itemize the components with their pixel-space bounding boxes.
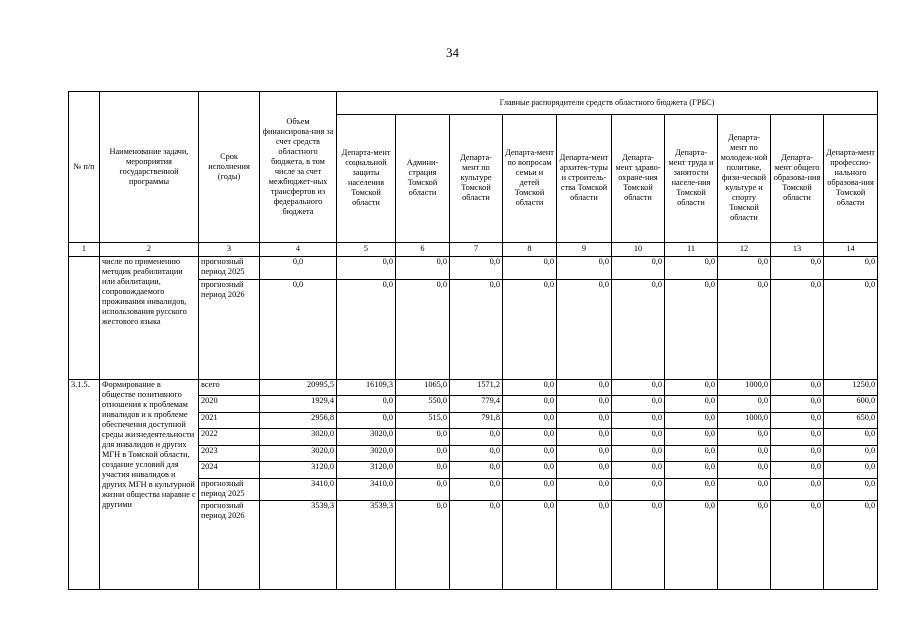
value-cell: 0,0 bbox=[665, 379, 718, 395]
financing-table bbox=[68, 91, 878, 590]
term-cell: прогнозный период 2025 bbox=[199, 256, 260, 279]
value-cell: 0,0 bbox=[450, 256, 503, 279]
header-grbs-4: Департа-мент по вопросам семьи и детей Томской области bbox=[503, 114, 557, 242]
value-cell: 0,0 bbox=[396, 462, 450, 478]
value-cell: 0,0 bbox=[396, 256, 450, 279]
value-cell: 650,0 bbox=[824, 412, 878, 428]
header-grbs-8: Департа-мент по молодеж-ной политике, физи-ческой культуре и спорту Томской области bbox=[718, 114, 771, 242]
value-cell: 0,0 bbox=[450, 429, 503, 445]
task-number bbox=[69, 256, 100, 379]
value-cell: 0,0 bbox=[503, 478, 557, 501]
table-row bbox=[69, 256, 878, 279]
value-cell: 0,0 bbox=[396, 445, 450, 461]
value-cell: 0,0 bbox=[260, 256, 337, 279]
column-number: 9 bbox=[557, 242, 612, 256]
column-number: 5 bbox=[337, 242, 396, 256]
value-cell: 0,0 bbox=[450, 501, 503, 590]
value-cell: 0,0 bbox=[771, 462, 824, 478]
value-cell: 0,0 bbox=[771, 478, 824, 501]
header-name: Наименование задачи, мероприятия государственной программы bbox=[100, 92, 199, 243]
page-number: 34 bbox=[446, 45, 459, 60]
column-number: 7 bbox=[450, 242, 503, 256]
value-cell: 3120,0 bbox=[260, 462, 337, 478]
value-cell: 0,0 bbox=[612, 445, 665, 461]
value-cell: 0,0 bbox=[824, 429, 878, 445]
term-cell: прогнозный период 2026 bbox=[199, 501, 260, 590]
table-row bbox=[69, 379, 878, 395]
value-cell: 0,0 bbox=[503, 279, 557, 379]
value-cell: 0,0 bbox=[665, 279, 718, 379]
value-cell: 3410,0 bbox=[260, 478, 337, 501]
value-cell: 779,4 bbox=[450, 396, 503, 412]
value-cell: 0,0 bbox=[771, 429, 824, 445]
column-number: 4 bbox=[260, 242, 337, 256]
value-cell: 0,0 bbox=[260, 279, 337, 379]
value-cell: 16109,3 bbox=[337, 379, 396, 395]
term-cell: 2024 bbox=[199, 462, 260, 478]
value-cell: 791,8 bbox=[450, 412, 503, 428]
value-cell: 0,0 bbox=[665, 445, 718, 461]
value-cell: 0,0 bbox=[337, 412, 396, 428]
value-cell: 0,0 bbox=[396, 279, 450, 379]
value-cell: 3020,0 bbox=[260, 429, 337, 445]
value-cell: 0,0 bbox=[824, 478, 878, 501]
value-cell: 0,0 bbox=[612, 501, 665, 590]
value-cell: 0,0 bbox=[718, 279, 771, 379]
value-cell: 0,0 bbox=[612, 462, 665, 478]
value-cell: 0,0 bbox=[718, 445, 771, 461]
value-cell: 0,0 bbox=[557, 279, 612, 379]
value-cell: 0,0 bbox=[665, 429, 718, 445]
header-grbs-10: Департа-мент профессио-нального образова-ния Томской области bbox=[824, 114, 878, 242]
value-cell: 0,0 bbox=[665, 501, 718, 590]
value-cell: 0,0 bbox=[503, 379, 557, 395]
term-cell: 2020 bbox=[199, 396, 260, 412]
value-cell: 1000,0 bbox=[718, 379, 771, 395]
task-number: 3.1.5. bbox=[69, 379, 100, 589]
value-cell: 3539,3 bbox=[337, 501, 396, 590]
value-cell: 0,0 bbox=[337, 396, 396, 412]
value-cell: 0,0 bbox=[503, 256, 557, 279]
value-cell: 0,0 bbox=[503, 501, 557, 590]
value-cell: 0,0 bbox=[557, 429, 612, 445]
value-cell: 0,0 bbox=[612, 396, 665, 412]
value-cell: 0,0 bbox=[771, 256, 824, 279]
value-cell: 3120,0 bbox=[337, 462, 396, 478]
value-cell: 0,0 bbox=[718, 478, 771, 501]
value-cell: 0,0 bbox=[612, 379, 665, 395]
column-number: 6 bbox=[396, 242, 450, 256]
header-no: № п/п bbox=[69, 92, 100, 243]
value-cell: 0,0 bbox=[665, 412, 718, 428]
value-cell: 600,0 bbox=[824, 396, 878, 412]
value-cell: 0,0 bbox=[612, 256, 665, 279]
value-cell: 20995,5 bbox=[260, 379, 337, 395]
column-number: 8 bbox=[503, 242, 557, 256]
value-cell: 0,0 bbox=[612, 478, 665, 501]
value-cell: 0,0 bbox=[665, 256, 718, 279]
value-cell: 0,0 bbox=[665, 396, 718, 412]
value-cell: 0,0 bbox=[503, 445, 557, 461]
value-cell: 0,0 bbox=[557, 256, 612, 279]
value-cell: 0,0 bbox=[718, 501, 771, 590]
value-cell: 550,0 bbox=[396, 396, 450, 412]
header-grbs-3: Департа-мент по культуре Томской области bbox=[450, 114, 503, 242]
header-grbs-5: Департа-мент архитек-туры и строитель-ства Томской области bbox=[557, 114, 612, 242]
task-name: Формирование в обществе позитивного отношения к проблемам инвалидов и к проблеме обеспечения доступной среды жизнедеятельности для инвалидов и других МГН в Томской области, создание условий для участия инвалидов и других МГН в культурной жизни общества наравне с другими bbox=[100, 379, 199, 589]
value-cell: 0,0 bbox=[557, 445, 612, 461]
value-cell: 0,0 bbox=[718, 462, 771, 478]
value-cell: 0,0 bbox=[503, 396, 557, 412]
value-cell: 0,0 bbox=[557, 396, 612, 412]
value-cell: 3539,3 bbox=[260, 501, 337, 590]
value-cell: 0,0 bbox=[824, 501, 878, 590]
value-cell: 0,0 bbox=[612, 429, 665, 445]
value-cell: 0,0 bbox=[612, 279, 665, 379]
value-cell: 0,0 bbox=[771, 412, 824, 428]
value-cell: 515,0 bbox=[396, 412, 450, 428]
value-cell: 3410,0 bbox=[337, 478, 396, 501]
header-grbs-7: Департа-мент труда и занятости населе-ния Томской области bbox=[665, 114, 718, 242]
value-cell: 0,0 bbox=[557, 478, 612, 501]
value-cell: 0,0 bbox=[612, 412, 665, 428]
value-cell: 0,0 bbox=[665, 478, 718, 501]
value-cell: 0,0 bbox=[718, 429, 771, 445]
value-cell: 0,0 bbox=[718, 256, 771, 279]
value-cell: 0,0 bbox=[665, 462, 718, 478]
value-cell: 0,0 bbox=[771, 279, 824, 379]
header-volume: Объем финансирова-ния за счет средств областного бюджета, в том числе за счет межбюджет-ных трансфертов из федерального бюджета bbox=[260, 92, 337, 243]
column-number: 11 bbox=[665, 242, 718, 256]
value-cell: 0,0 bbox=[503, 429, 557, 445]
value-cell: 0,0 bbox=[771, 396, 824, 412]
value-cell: 1250,0 bbox=[824, 379, 878, 395]
value-cell: 0,0 bbox=[771, 445, 824, 461]
value-cell: 0,0 bbox=[450, 279, 503, 379]
column-number: 14 bbox=[824, 242, 878, 256]
value-cell: 3020,0 bbox=[260, 445, 337, 461]
value-cell: 3020,0 bbox=[337, 445, 396, 461]
value-cell: 0,0 bbox=[396, 478, 450, 501]
value-cell: 2956,8 bbox=[260, 412, 337, 428]
value-cell: 1000,0 bbox=[718, 412, 771, 428]
value-cell: 0,0 bbox=[557, 501, 612, 590]
header-grbs-2: Админи-страция Томской области bbox=[396, 114, 450, 242]
value-cell: 0,0 bbox=[337, 256, 396, 279]
value-cell: 0,0 bbox=[396, 429, 450, 445]
value-cell: 0,0 bbox=[450, 445, 503, 461]
value-cell: 1065,0 bbox=[396, 379, 450, 395]
column-number: 2 bbox=[100, 242, 199, 256]
term-cell: 2022 bbox=[199, 429, 260, 445]
value-cell: 0,0 bbox=[824, 462, 878, 478]
term-cell: всего bbox=[199, 379, 260, 395]
value-cell: 0,0 bbox=[771, 501, 824, 590]
header-grbs-6: Департа-мент здраво-охране-ния Томской области bbox=[612, 114, 665, 242]
column-number: 10 bbox=[612, 242, 665, 256]
value-cell: 0,0 bbox=[557, 412, 612, 428]
value-cell: 0,0 bbox=[557, 379, 612, 395]
value-cell: 1571,2 bbox=[450, 379, 503, 395]
value-cell: 0,0 bbox=[557, 462, 612, 478]
task-name: числе по применению методик реабилитации или абилитации, сопровождаемого проживания инвалидов, использования русского жестового языка bbox=[100, 256, 199, 379]
column-number: 3 bbox=[199, 242, 260, 256]
term-cell: 2021 bbox=[199, 412, 260, 428]
column-number: 13 bbox=[771, 242, 824, 256]
value-cell: 0,0 bbox=[503, 412, 557, 428]
value-cell: 3020,0 bbox=[337, 429, 396, 445]
term-cell: прогнозный период 2025 bbox=[199, 478, 260, 501]
value-cell: 0,0 bbox=[450, 478, 503, 501]
value-cell: 0,0 bbox=[396, 501, 450, 590]
column-number: 1 bbox=[69, 242, 100, 256]
value-cell: 0,0 bbox=[824, 279, 878, 379]
value-cell: 0,0 bbox=[337, 279, 396, 379]
term-cell: прогнозный период 2026 bbox=[199, 279, 260, 379]
header-grbs-title: Главные распорядители средств областного бюджета (ГРБС) bbox=[337, 92, 878, 115]
value-cell: 0,0 bbox=[771, 379, 824, 395]
header-term: Срок исполнения (годы) bbox=[199, 92, 260, 243]
value-cell: 0,0 bbox=[824, 445, 878, 461]
value-cell: 0,0 bbox=[718, 396, 771, 412]
column-number: 12 bbox=[718, 242, 771, 256]
value-cell: 0,0 bbox=[503, 462, 557, 478]
term-cell: 2023 bbox=[199, 445, 260, 461]
header-grbs-1: Департа-мент социальной защиты населения Томской области bbox=[337, 114, 396, 242]
value-cell: 1929,4 bbox=[260, 396, 337, 412]
value-cell: 0,0 bbox=[450, 462, 503, 478]
header-grbs-9: Департа-мент общего образова-ния Томской области bbox=[771, 114, 824, 242]
value-cell: 0,0 bbox=[824, 256, 878, 279]
